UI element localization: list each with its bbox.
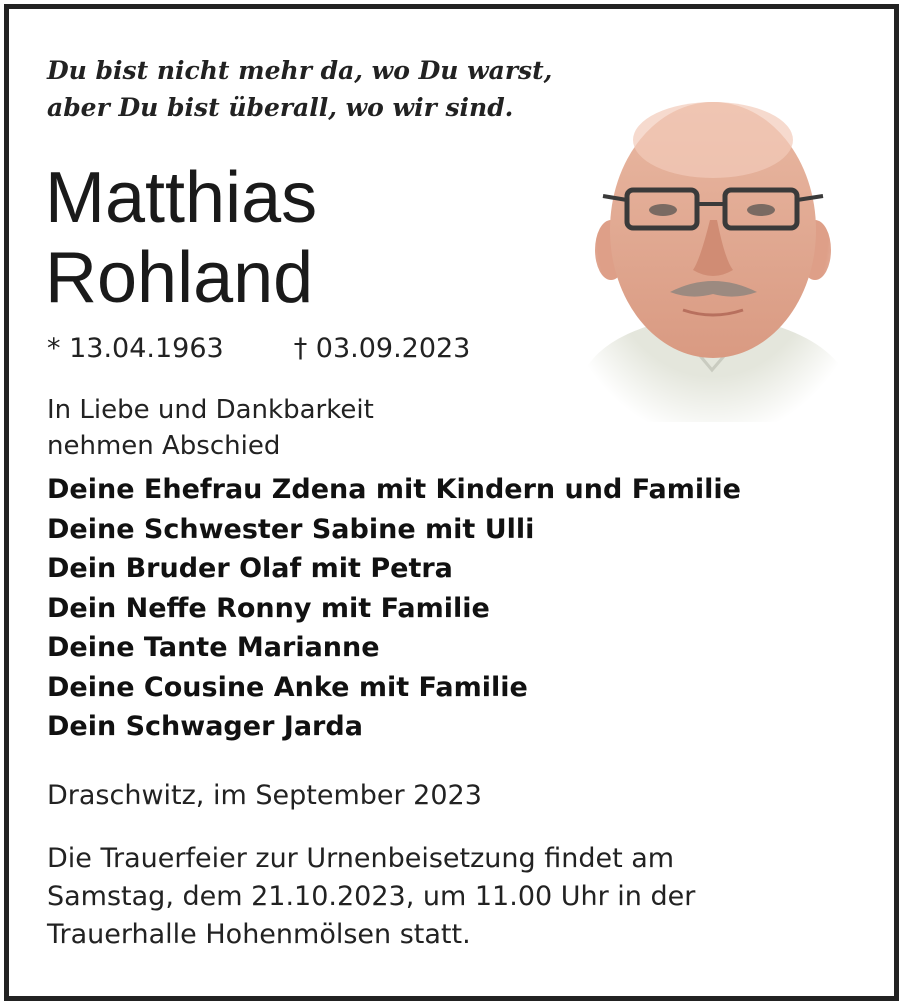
ceremony-line-3: Trauerhalle Hohenmölsen statt. [47, 919, 471, 950]
last-name: Rohland [45, 238, 314, 318]
deceased-name [45, 158, 317, 318]
mourner-item: Deine Ehefrau Zdena mit Kindern und Familie [47, 474, 741, 505]
quote-line-2: aber Du bist überall, wo wir sind. [47, 93, 514, 122]
quote [47, 52, 607, 126]
mourner-item: Dein Neffe Ronny mit Familie [47, 592, 490, 624]
mourner-item: Dein Bruder Olaf mit Petra [47, 553, 453, 584]
intro-line-1: In Liebe und Dankbarkeit [47, 395, 374, 425]
intro-line-2: nehmen Abschied [47, 431, 281, 461]
ceremony-line-2: Samstag, dem 21.10.2023, um 11.00 Uhr in der [47, 881, 696, 912]
mourner-item: Deine Schwester Sabine mit Ulli [47, 513, 535, 545]
place-date: Draschwitz, im September 2023 [47, 780, 482, 811]
portrait-photo [575, 70, 850, 422]
mourner-item: Deine Tante Marianne [47, 632, 380, 663]
ceremony-line-1: Die Trauerfeier zur Urnenbeisetzung findet am [47, 843, 675, 874]
intro-text [47, 392, 374, 464]
first-name: Matthias [45, 158, 318, 238]
ceremony-notice [47, 840, 695, 954]
mourner-item: Dein Schwager Jarda [47, 711, 363, 742]
mourner-item: Deine Cousine Anke mit Familie [47, 671, 528, 703]
mourners-list [47, 470, 741, 747]
quote-line-1: Du bist nicht mehr da, wo Du warst, [47, 56, 553, 85]
birth-date: * 13.04.1963 [47, 333, 224, 364]
life-dates [47, 333, 470, 364]
death-date: † 03.09.2023 [293, 333, 471, 364]
